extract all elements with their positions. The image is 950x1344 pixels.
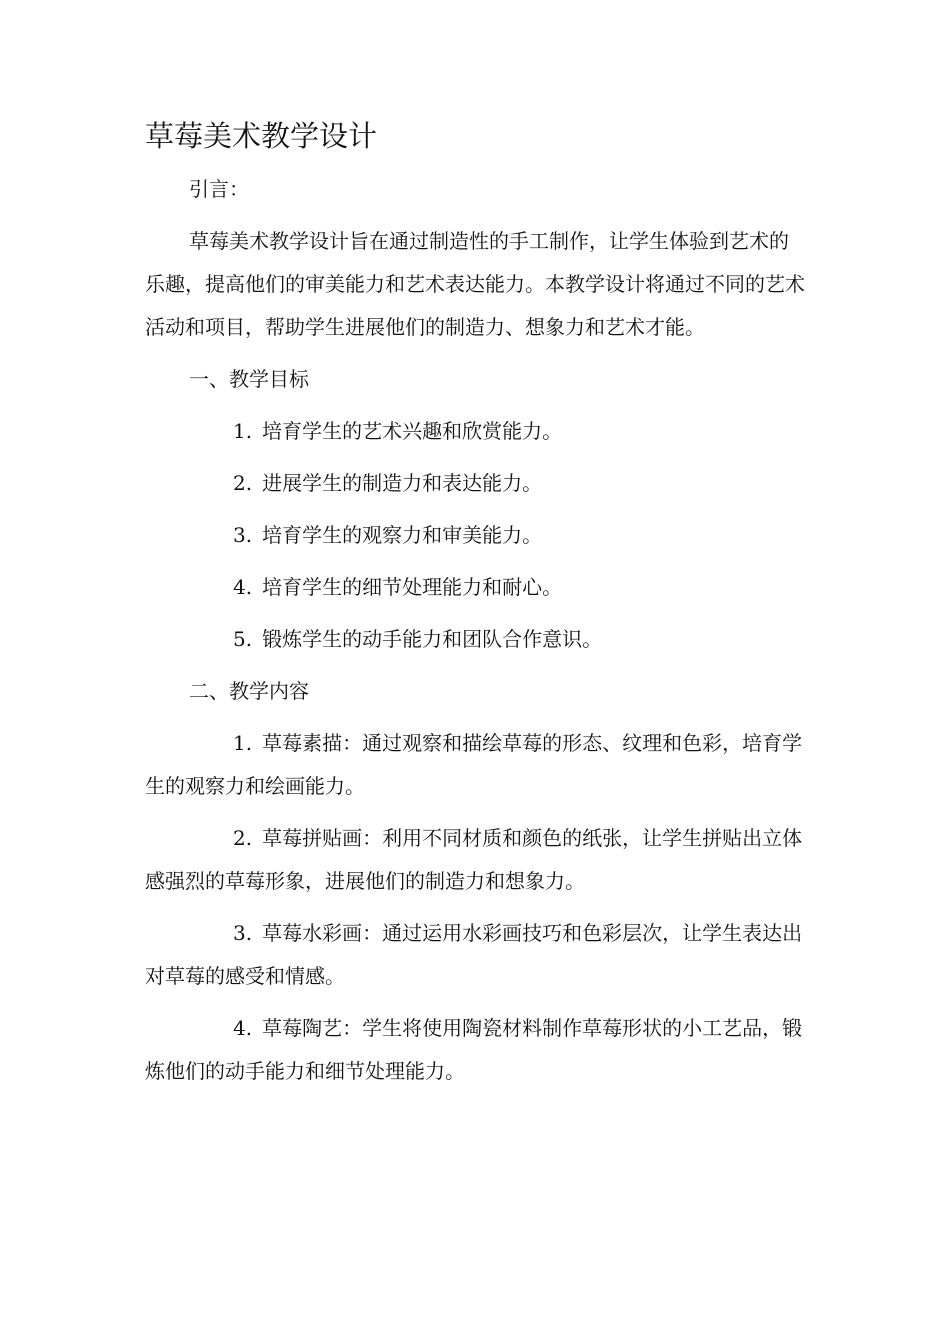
item-number: 3. [233, 523, 253, 547]
item-number: 5. [233, 627, 253, 651]
objective-item [145, 618, 807, 661]
content-item [145, 912, 807, 998]
section-heading-content: 二、教学内容 [189, 679, 309, 703]
item-number: 4. [233, 575, 253, 599]
objective-item [145, 514, 807, 557]
content-item [145, 1007, 807, 1093]
intro-label: 引言： [189, 177, 249, 201]
item-text: 草莓陶艺：学生将使用陶瓷材料制作草莓形状的小工艺品，锻炼他们的动手能力和细节处理能力。 [145, 1016, 803, 1083]
document-body [145, 168, 807, 1102]
item-text: 培育学生的观察力和审美能力。 [262, 523, 543, 547]
content-item [145, 722, 807, 808]
intro-paragraph: 草莓美术教学设计旨在通过制造性的手工制作，让学生体验到艺术的乐趣，提高他们的审美能力和艺术表达能力。本教学设计将通过不同的艺术活动和项目，帮助学生进展他们的制造力、想象力和艺术才能。 [145, 229, 805, 339]
item-number: 3. [233, 921, 253, 945]
item-text: 锻炼学生的动手能力和团队合作意识。 [262, 627, 603, 651]
objective-item [145, 410, 807, 453]
item-number: 2. [233, 471, 253, 495]
objective-item [145, 462, 807, 505]
item-text: 培育学生的艺术兴趣和欣赏能力。 [262, 419, 563, 443]
item-text: 草莓拼贴画：利用不同材质和颜色的纸张，让学生拼贴出立体感强烈的草莓形象，进展他们的制造力和想象力。 [145, 826, 803, 893]
objective-item [145, 566, 807, 609]
item-number: 2. [233, 826, 253, 850]
item-number: 1. [233, 731, 253, 755]
content-item [145, 817, 807, 903]
section-heading-objectives: 一、教学目标 [189, 367, 309, 391]
item-text: 草莓素描：通过观察和描绘草莓的形态、纹理和色彩，培育学生的观察力和绘画能力。 [145, 731, 803, 798]
item-text: 草莓水彩画：通过运用水彩画技巧和色彩层次，让学生表达出对草莓的感受和情感。 [145, 921, 803, 988]
item-number: 1. [233, 419, 253, 443]
item-number: 4. [233, 1016, 253, 1040]
document-title: 草莓美术教学设计 [145, 119, 378, 153]
item-text: 培育学生的细节处理能力和耐心。 [262, 575, 563, 599]
item-text: 进展学生的制造力和表达能力。 [262, 471, 543, 495]
